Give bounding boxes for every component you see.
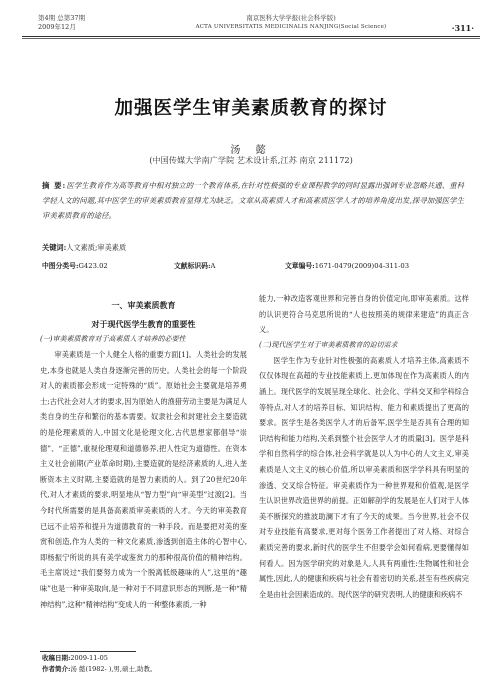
issue-date: 2009年12月 — [38, 23, 76, 31]
footnote — [42, 653, 157, 675]
body-column-right — [259, 291, 469, 602]
abstract-label: 摘 要: — [42, 181, 67, 190]
author-bio: 作者简介:汤 懿(1982- ),男,硕士,助教。 — [42, 665, 157, 673]
subsection-heading-2: (二)现代医学生对于审美素质教育的迫切需求 — [259, 340, 398, 349]
journal-name-en: ACTA UNIVERSITATIS MEDICINALIS NANJING(Social Science) — [195, 24, 387, 30]
body-paragraph: 审美素质是一个人健全人格的重要方面[1]。人类社会的发展史,本身也就是人类自身逐渐完善的历史。人类社会的每一个阶段对人的素质都会形成一定特殊的“质”。原始社会主要就是培养勇士;古代社会对人才的要求,因为原始人的渔猎劳动主要是为满足人类自身的生存和繁衍的基本需要。奴隶社会和封建社会主要造就的是伦理素质的人,中国文化是伦理文化,古代思想家都倡导“崇德”、“正德”,重视伦理观和道德修养,把人性定为道德性。在资本主义社会前期(产业革命时期),主要造就的是经济素质的人,进入垄断资本主义时期,主要造就的是智力素质的人。到了20世纪20年代,对人才素质的要求,明显地从“智力型”向“审美型”过渡[2]。当今时代所需要的是具备高素质审美素质的人才。今天的审美教育已远不止培养和提升为道德教育的一种手段。而是要把对美的鉴赏和创造,作为人类的一种文化素质,渗透到创造主体的心智中心,即杨振宁所说的具有美学或鉴赏力的那种很高价值的精神结构。毛主席说过“我们要努力成为一个脱离低级趣味的人”,这里的“趣味”也是一种审美取向,是一种对于不同意识形态的判断,是一种“精神结构”,这种“精神结构”变成人的一种整体素质,一种 — [40, 350, 247, 609]
body-column-left — [40, 294, 247, 612]
article-title: 加强医学生审美素质教育的探讨 — [114, 98, 388, 119]
keywords-label: 关键词: — [42, 243, 67, 252]
body-paragraph: 能力,一种改造客观世界和完善自身的价值定向,即审美素质。这样的认识更符合马克思所说的“人也按照美的规律来建造”的真正含义。 — [259, 294, 469, 335]
issue-number: 第4期 总第37期 — [38, 14, 85, 22]
keywords-text: 人文素质;审美素质 — [66, 243, 127, 252]
journal-name-cn: 南京医科大学学报(社会科学版) — [246, 14, 336, 22]
received-date: 收稿日期:2009-11-05 — [42, 654, 108, 662]
header-rule-thin — [22, 38, 480, 39]
subsection-heading-1: (一)审美素质教育对于高素质人才培养的必要性 — [40, 335, 186, 343]
clc-number: 中图分类号:G423.02 — [42, 262, 108, 270]
article-id: 文章编号:1671-0479(2009)04-311-03 — [285, 262, 410, 270]
header-rule — [22, 36, 480, 37]
journal-name — [142, 14, 440, 32]
author-affiliation: (中国传媒大学南广学院 艺术设计系,江苏 南京 211172) — [149, 155, 353, 165]
running-header — [22, 14, 480, 54]
body-paragraph: 医学生作为专业针对性极强的高素质人才培养主体,高素质不仅仅体现在高超的专业技能素质上,更加体现在作为高素质人的内涵上。现代医学的发展呈现全球化、社会化、学科交叉和学科综合等特点,对人才的培养目标、知识结构、能力和素质提出了更高的要求。医学生是各类医学人才的后备军,医学生是否具有合理的知识结构和能力结构,关系到整个社会医学人才的质量[3]。医学是科学和自然科学的综合体,社会科学就是以人为中心的人文主义,审美素质是人文主义的核心价值,所以审美素质和医学学科具有明显的渗透、交叉综合特征。审美素质作为一种世界观和价值观,是医学生认识世界改造世界的前提。正如解剖学的发展是在人们对于人体美不断探究的推波助澜下才有了今天的成果。当今世界,社会不仅对专业技能有高要求,更对每个医务工作者提出了对人格、对综合素质完善的要求,新时代的医学生不但要学会如何看病,更要懂得如何看人。因为医学研究的对象是人,人具有两重性:生物属性和社会属性,因此,人的健康和疾病与社会有着密切的关系,甚至有些疾病完全是由社会因素造成的。现代医学的研究表明,人的健康和疾病不 — [259, 355, 469, 599]
section-heading-1-line1: 一、审美素质教育 — [111, 300, 176, 310]
issue-info — [38, 14, 85, 32]
article-author: 汤 懿 — [230, 145, 272, 156]
page-number: ·311· — [451, 23, 474, 33]
keywords — [42, 243, 126, 253]
abstract — [42, 178, 464, 223]
abstract-text: 医学生教育作为高等教育中相对独立的一个教育体系,在针对性极强的专业课程教学的同时显露出强调专业忽略共通、重科学轻人文的问题,其中医学生的审美素质教育显得尤为缺乏。文章从高素质人才和高素质医学人才的培养角度出发,探寻加强医学生审美素质教育的途径。 — [42, 181, 464, 220]
section-heading-1-line2: 对于现代医学生教育的重要性 — [91, 319, 196, 329]
document-code: 文献标识码:A — [174, 262, 216, 270]
footnote-rule — [40, 651, 136, 652]
